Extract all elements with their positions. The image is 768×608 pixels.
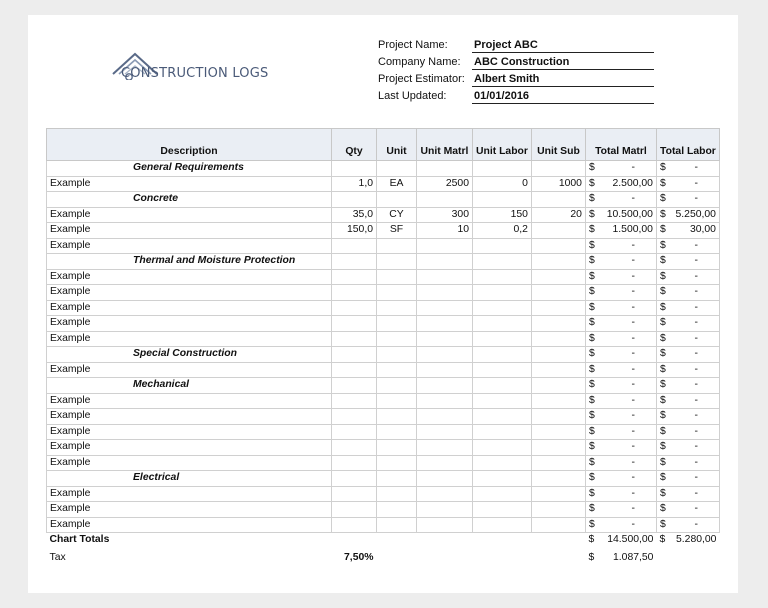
item-description[interactable]: Example [47,316,332,332]
table-row [47,176,720,192]
header-unit: Unit [377,129,417,161]
item-unit-labor[interactable] [473,409,532,425]
table-row [47,223,720,239]
item-total-matrl: $ - [585,316,656,332]
item-unit[interactable] [377,285,417,301]
item-unit-matrl[interactable] [417,393,473,409]
item-total-matrl: $ - [585,254,656,270]
item-total-labor: $ - [656,192,719,208]
item-unit[interactable]: EA [377,176,417,192]
category-row [47,471,720,487]
empty-cell[interactable] [417,192,473,208]
construction-logs-logo [111,50,271,90]
empty-cell[interactable] [531,254,585,270]
item-total-matrl: $ - [585,362,656,378]
table-row [47,362,720,378]
item-qty[interactable] [332,486,377,502]
item-qty[interactable] [332,455,377,471]
empty-cell[interactable] [531,347,585,363]
item-unit-labor[interactable] [473,440,532,456]
item-description[interactable]: Example [47,207,332,223]
item-unit-matrl[interactable] [417,300,473,316]
project-name-label: Project Name: [378,39,448,51]
item-unit-sub[interactable] [531,269,585,285]
item-total-labor: $ 5.250,00 [656,207,719,223]
item-total-labor: $ - [656,471,719,487]
empty-cell[interactable] [531,378,585,394]
empty-cell[interactable] [473,161,532,177]
empty-cell[interactable] [531,471,585,487]
empty-cell[interactable] [417,254,473,270]
item-description[interactable]: Example [47,285,332,301]
item-unit[interactable] [377,238,417,254]
item-qty[interactable] [332,393,377,409]
item-unit-sub[interactable] [531,316,585,332]
item-unit-labor[interactable]: 0 [473,176,532,192]
item-total-labor: $ - [656,347,719,363]
item-total-labor: $ - [656,517,719,533]
item-unit-matrl[interactable] [417,331,473,347]
item-unit-labor[interactable] [473,285,532,301]
empty-cell[interactable] [377,378,417,394]
category-row [47,254,720,270]
item-description[interactable]: Example [47,424,332,440]
empty-cell[interactable] [473,254,532,270]
item-unit-matrl[interactable] [417,517,473,533]
item-total-labor: $ 30,00 [656,223,719,239]
header-total-labor: Total Labor [656,129,719,161]
item-total-labor: $ - [656,238,719,254]
item-total-labor: $ - [656,486,719,502]
item-unit-sub[interactable]: 1000 [531,176,585,192]
table-row [47,502,720,518]
table-row [47,207,720,223]
item-unit[interactable]: SF [377,223,417,239]
item-description[interactable]: Example [47,486,332,502]
item-qty[interactable] [332,517,377,533]
item-unit-sub[interactable] [531,331,585,347]
item-unit[interactable] [377,300,417,316]
empty-cell[interactable] [473,378,532,394]
item-total-matrl: $ - [585,378,656,394]
table-row [47,440,720,456]
tax-row [47,548,720,568]
item-unit-labor[interactable]: 0,2 [473,223,532,239]
category-label: Concrete [47,192,332,208]
item-unit[interactable] [377,362,417,378]
item-unit[interactable] [377,316,417,332]
empty-cell[interactable] [473,347,532,363]
item-unit[interactable] [377,269,417,285]
item-unit[interactable] [377,517,417,533]
item-description[interactable]: Example [47,455,332,471]
item-unit-labor[interactable] [473,269,532,285]
category-label: Electrical [47,471,332,487]
item-total-matrl: $ - [585,409,656,425]
item-total-matrl: $ - [585,285,656,301]
table-row [47,269,720,285]
item-total-labor: $ - [656,254,719,270]
item-unit-labor[interactable] [473,238,532,254]
table-row [47,285,720,301]
item-description[interactable]: Example [47,176,332,192]
company-name-label: Company Name: [378,56,461,68]
item-description[interactable]: Example [47,269,332,285]
item-description[interactable]: Example [47,393,332,409]
item-total-labor: $ - [656,161,719,177]
item-unit-matrl[interactable] [417,440,473,456]
item-unit-labor[interactable] [473,502,532,518]
item-unit[interactable] [377,486,417,502]
item-total-matrl: $ 2.500,00 [585,176,656,192]
item-unit[interactable] [377,409,417,425]
table-row [47,409,720,425]
empty-cell[interactable] [377,254,417,270]
empty-cell[interactable] [377,347,417,363]
item-unit-sub[interactable] [531,440,585,456]
category-label: Mechanical [47,378,332,394]
tax-rate[interactable]: 7,50% [344,551,374,563]
empty-cell[interactable] [332,192,377,208]
item-description[interactable]: Example [47,362,332,378]
item-total-labor: $ - [656,409,719,425]
item-qty[interactable]: 1,0 [332,176,377,192]
empty-cell[interactable] [377,192,417,208]
item-unit-sub[interactable] [531,409,585,425]
header-unit-matrl: Unit Matrl [417,129,473,161]
item-unit-sub[interactable]: 20 [531,207,585,223]
empty-cell[interactable] [417,161,473,177]
estimate-table [46,128,720,568]
item-qty[interactable]: 150,0 [332,223,377,239]
item-unit[interactable] [377,331,417,347]
item-unit-sub[interactable] [531,424,585,440]
item-description[interactable]: Example [47,440,332,456]
item-unit-matrl[interactable] [417,362,473,378]
item-total-labor: $ - [656,285,719,301]
item-total-matrl: $ - [585,347,656,363]
empty-cell[interactable] [531,161,585,177]
item-total-matrl: $ 1.500,00 [585,223,656,239]
item-unit-labor[interactable] [473,331,532,347]
tax-total-matrl: $ 1.087,50 [588,551,654,563]
item-unit-sub[interactable] [531,502,585,518]
item-qty[interactable] [332,269,377,285]
header-unit-labor: Unit Labor [473,129,532,161]
empty-cell[interactable] [332,254,377,270]
item-qty[interactable] [332,440,377,456]
item-qty[interactable] [332,300,377,316]
item-unit-labor[interactable] [473,486,532,502]
empty-cell[interactable] [332,378,377,394]
category-label: General Requirements [47,161,332,177]
category-label: Special Construction [47,347,332,363]
item-total-labor: $ - [656,362,719,378]
estimator-value[interactable]: Albert Smith [472,71,654,87]
item-total-matrl: $ - [585,486,656,502]
item-total-matrl: $ - [585,424,656,440]
header-unit-sub: Unit Sub [531,129,585,161]
item-unit-sub[interactable] [531,393,585,409]
item-unit-matrl[interactable] [417,238,473,254]
empty-cell[interactable] [417,347,473,363]
estimate-sheet [28,15,738,593]
item-total-labor: $ - [656,300,719,316]
item-qty[interactable] [332,285,377,301]
item-unit-sub[interactable] [531,285,585,301]
item-total-labor: $ - [656,378,719,394]
item-unit-matrl[interactable] [417,409,473,425]
item-total-labor: $ - [656,440,719,456]
last-updated-label: Last Updated: [378,90,447,102]
item-total-matrl: $ - [585,471,656,487]
item-unit[interactable] [377,393,417,409]
item-unit[interactable]: CY [377,207,417,223]
item-total-matrl: $ - [585,440,656,456]
item-unit-sub[interactable] [531,486,585,502]
item-total-labor: $ - [656,424,719,440]
item-unit-labor[interactable] [473,393,532,409]
item-unit-matrl[interactable]: 2500 [417,176,473,192]
item-total-matrl: $ - [585,238,656,254]
table-row [47,393,720,409]
item-unit-labor[interactable] [473,455,532,471]
category-row [47,347,720,363]
chart-totals-labor: $ 5.280,00 [659,534,717,546]
empty-cell[interactable] [377,471,417,487]
item-unit-labor[interactable] [473,316,532,332]
empty-cell[interactable] [417,378,473,394]
item-description[interactable]: Example [47,238,332,254]
item-unit-sub[interactable] [531,300,585,316]
last-updated-value[interactable]: 01/01/2016 [472,88,654,104]
item-total-labor: $ - [656,316,719,332]
item-description[interactable]: Example [47,502,332,518]
item-unit-labor[interactable] [473,424,532,440]
header-qty: Qty [332,129,377,161]
item-qty[interactable] [332,502,377,518]
item-description[interactable]: Example [47,517,332,533]
item-total-matrl: $ - [585,269,656,285]
item-qty[interactable] [332,424,377,440]
item-total-labor: $ - [656,176,719,192]
item-total-matrl: $ - [585,300,656,316]
item-unit-matrl[interactable]: 10 [417,223,473,239]
item-unit-matrl[interactable] [417,285,473,301]
table-row [47,238,720,254]
table-row [47,486,720,502]
item-unit-sub[interactable] [531,362,585,378]
item-qty[interactable] [332,362,377,378]
item-total-labor: $ - [656,269,719,285]
logo-text: CONSTRUCTION LOGS [121,66,269,81]
empty-cell[interactable] [332,161,377,177]
table-row [47,424,720,440]
item-unit[interactable] [377,502,417,518]
item-total-matrl: $ - [585,393,656,409]
item-total-labor: $ - [656,502,719,518]
table-row [47,331,720,347]
project-name-value[interactable]: Project ABC [472,37,654,53]
empty-cell[interactable] [417,471,473,487]
empty-cell[interactable] [473,192,532,208]
item-unit-labor[interactable] [473,517,532,533]
header-description: Description [47,129,332,161]
item-total-labor: $ - [656,331,719,347]
item-total-labor: $ - [656,393,719,409]
empty-cell[interactable] [473,471,532,487]
item-total-labor: $ - [656,455,719,471]
item-description[interactable]: Example [47,409,332,425]
category-row [47,378,720,394]
table-header-row [47,129,720,161]
estimator-label: Project Estimator: [378,73,465,85]
item-unit[interactable] [377,455,417,471]
item-total-matrl: $ - [585,161,656,177]
item-unit-labor[interactable] [473,362,532,378]
item-unit-labor[interactable] [473,300,532,316]
item-qty[interactable] [332,331,377,347]
chart-totals-label: Chart Totals [49,534,110,546]
item-unit-sub[interactable] [531,223,585,239]
item-unit-sub[interactable] [531,455,585,471]
item-unit-matrl[interactable] [417,316,473,332]
item-total-matrl: $ - [585,331,656,347]
category-row [47,192,720,208]
item-unit-matrl[interactable] [417,502,473,518]
item-unit-matrl[interactable] [417,486,473,502]
item-total-matrl: $ 10.500,00 [585,207,656,223]
item-unit-sub[interactable] [531,517,585,533]
item-qty[interactable]: 35,0 [332,207,377,223]
item-qty[interactable] [332,238,377,254]
table-row [47,455,720,471]
table-row [47,517,720,533]
tax-label: Tax [49,551,66,563]
item-unit-matrl[interactable] [417,269,473,285]
item-qty[interactable] [332,409,377,425]
category-row [47,161,720,177]
item-unit-matrl[interactable] [417,455,473,471]
item-unit-labor[interactable]: 150 [473,207,532,223]
item-total-matrl: $ - [585,502,656,518]
company-name-value[interactable]: ABC Construction [472,54,654,70]
chart-totals-matrl: $ 14.500,00 [588,534,654,546]
item-total-matrl: $ - [585,517,656,533]
item-unit-sub[interactable] [531,238,585,254]
item-unit-matrl[interactable] [417,424,473,440]
item-unit[interactable] [377,424,417,440]
empty-cell[interactable] [332,347,377,363]
item-total-matrl: $ - [585,455,656,471]
empty-cell[interactable] [377,161,417,177]
item-description[interactable]: Example [47,300,332,316]
item-unit[interactable] [377,440,417,456]
item-total-matrl: $ - [585,192,656,208]
table-row [47,316,720,332]
item-qty[interactable] [332,316,377,332]
item-description[interactable]: Example [47,223,332,239]
item-description[interactable]: Example [47,331,332,347]
chart-totals-row [47,533,720,548]
header-total-matrl: Total Matrl [585,129,656,161]
table-row [47,300,720,316]
empty-cell[interactable] [531,192,585,208]
category-label: Thermal and Moisture Protection [47,254,332,270]
empty-cell[interactable] [332,471,377,487]
item-unit-matrl[interactable]: 300 [417,207,473,223]
